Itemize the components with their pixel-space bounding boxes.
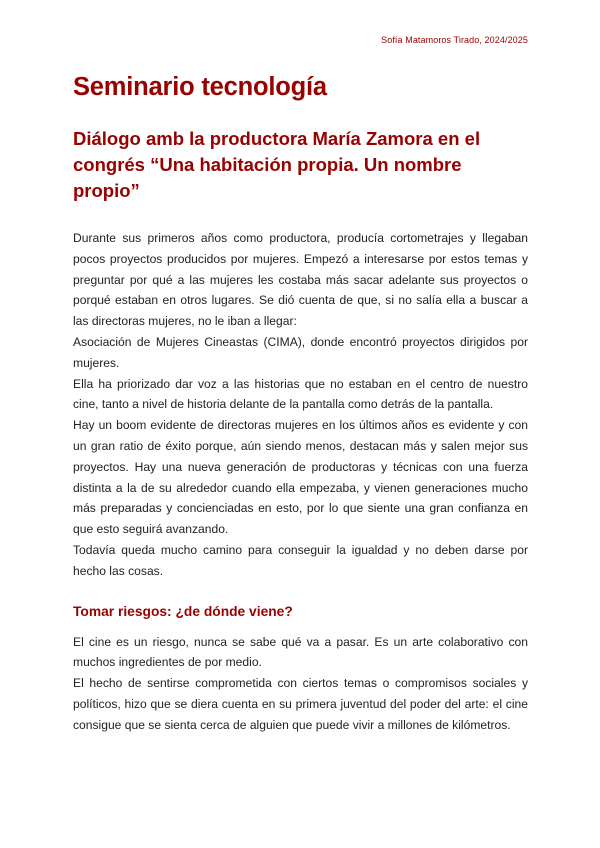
- paragraph: Hay un boom evidente de directoras mujeres en los últimos años es evidente y con un gran ratio de éxito porque, aún siendo menos, destacan más y salen mejor sus proyectos. Hay una nueva generación de productoras y técnicas con una fuerza distinta a la de su alrededor cuando ella empezaba, y vienen generaciones mucho más preparadas y concienciadas en esto, por lo que siente una gran confianza en que esto seguirá avanzando.: [73, 418, 528, 537]
- section-paragraph: El hecho de sentirse comprometida con ciertos temas o compromisos sociales y políticos, hizo que se diera cuenta en su primera juventud del poder del arte: el cine consigue que se sienta cerca de alguien que puede vivir a millones de kilómetros.: [73, 676, 528, 732]
- section-heading: Tomar riesgos: ¿de dónde viene?: [73, 603, 293, 619]
- document-subtitle: Diálogo amb la productora María Zamora en el congrés “Una habitación propia. Un nombre propio”: [73, 128, 481, 201]
- paragraph: Durante sus primeros años como productora, producía cortometrajes y llegaban pocos proyectos producidos por mujeres. Empezó a interesarse por estos temas y preguntar por qué a las mujeres les costaba más sacar adelante sus proyectos o porqué estaban en otros lugares. Se dió cuenta de que, si no salía ella a buscar a las directoras mujeres, no le iban a llegar:: [73, 231, 528, 329]
- header-author: Sofía Matamoros Tirado, 2024/2025: [381, 35, 528, 45]
- section-paragraph: El cine es un riesgo, nunca se sabe qué va a pasar. Es un arte colaborativo con muchos ingredientes de por medio.: [73, 634, 528, 670]
- paragraph: Ella ha priorizado dar voz a las historias que no estaban en el centro de nuestro cine, tanto a nivel de historia delante de la pantalla como detrás de la pantalla.: [73, 376, 528, 412]
- document-title: Seminario tecnología: [73, 73, 327, 101]
- paragraph: Asociación de Mujeres Cineastas (CIMA), donde encontró proyectos dirigidos por mujeres.: [73, 334, 528, 370]
- paragraph: Todavía queda mucho camino para conseguir la igualdad y no deben darse por hecho las cosas.: [73, 542, 528, 578]
- document-content: [73, 70, 528, 736]
